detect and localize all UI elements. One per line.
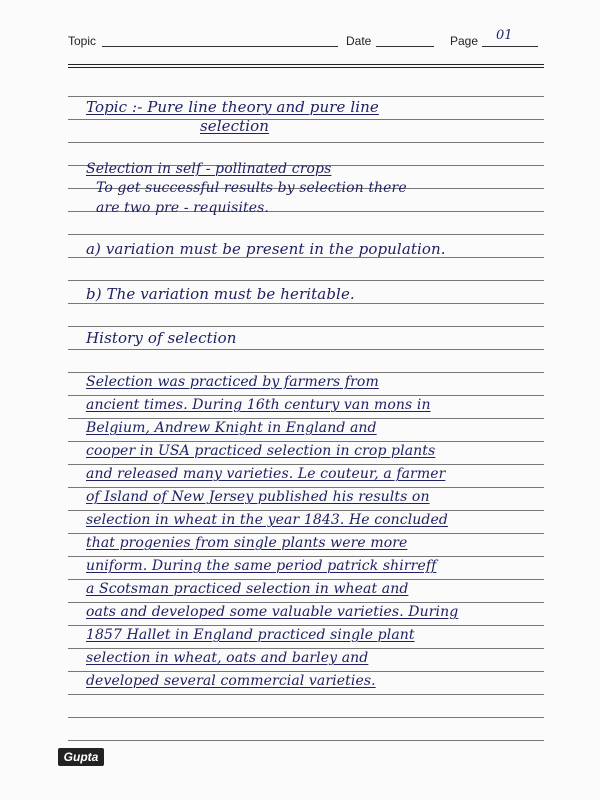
ruled-line: [68, 625, 544, 626]
history-line: and released many varieties. Le couteur, a farmer: [86, 466, 446, 482]
history-line: selection in wheat, oats and barley and: [86, 650, 369, 666]
ruled-line: [68, 234, 544, 235]
date-line: [376, 46, 434, 47]
prerequisite-a: a) variation must be present in the population.: [86, 240, 446, 258]
page-title: Topic :- Pure line theory and pure line: [86, 98, 379, 116]
ruled-line: [68, 671, 544, 672]
ruled-line: [68, 395, 544, 396]
ruled-line: [68, 533, 544, 534]
history-line: that progenies from single plants were more: [86, 535, 408, 551]
ruled-line: [68, 694, 544, 695]
ruled-line: [68, 717, 544, 718]
ruled-line: [68, 280, 544, 281]
page-title-cont: selection: [200, 117, 270, 135]
history-line: uniform. During the same period patrick shirreff: [86, 558, 437, 574]
history-line: Selection was practiced by farmers from: [86, 374, 379, 390]
brand-logo: [58, 748, 104, 766]
ruled-line: [68, 119, 544, 120]
history-line: developed several commercial varieties.: [86, 673, 376, 689]
ruled-line: [68, 648, 544, 649]
history-line: cooper in USA practiced selection in crop plants: [86, 443, 436, 459]
history-line: Belgium, Andrew Knight in England and: [86, 420, 377, 436]
ruled-line: [68, 142, 544, 143]
ruled-line: [68, 326, 544, 327]
brand-logo-text: Gupta: [63, 750, 99, 764]
topic-line: [102, 46, 338, 47]
ruled-line: [68, 579, 544, 580]
ruled-line: [68, 96, 544, 97]
intro-line: Selection in self - pollinated crops: [86, 161, 332, 177]
date-label: Date: [346, 34, 372, 48]
page-number: 01: [496, 28, 513, 43]
history-line: a Scotsman practiced selection in wheat and: [86, 581, 409, 597]
ruled-line: [68, 487, 544, 488]
ruled-line: [68, 418, 544, 419]
history-line: 1857 Hallet in England practiced single plant: [86, 627, 415, 643]
ruled-line: [68, 740, 544, 741]
history-line: oats and developed some valuable varieties. During: [86, 604, 459, 620]
ruled-line: [68, 372, 544, 373]
header-rule: [68, 64, 544, 65]
ruled-line: [68, 556, 544, 557]
ruled-line: [68, 464, 544, 465]
topic-label: Topic: [68, 34, 97, 48]
history-line: ancient times. During 16th century van mons in: [86, 397, 431, 413]
ruled-line: [68, 349, 544, 350]
intro-line: are two pre - requisites.: [96, 200, 269, 216]
ruled-line: [68, 303, 544, 304]
ruled-line: [68, 441, 544, 442]
page-header: [0, 0, 600, 60]
history-line: selection in wheat in the year 1843. He concluded: [86, 512, 448, 528]
header-rule-2: [68, 67, 544, 68]
ruled-line: [68, 602, 544, 603]
prerequisite-b: b) The variation must be heritable.: [86, 285, 355, 303]
ruled-line: [68, 510, 544, 511]
page-line: [482, 46, 538, 47]
page-label: Page: [450, 34, 479, 48]
history-line: of Island of New Jersey published his results on: [86, 489, 430, 505]
history-heading: History of selection: [86, 329, 237, 347]
intro-line: To get successful results by selection there: [96, 180, 407, 196]
